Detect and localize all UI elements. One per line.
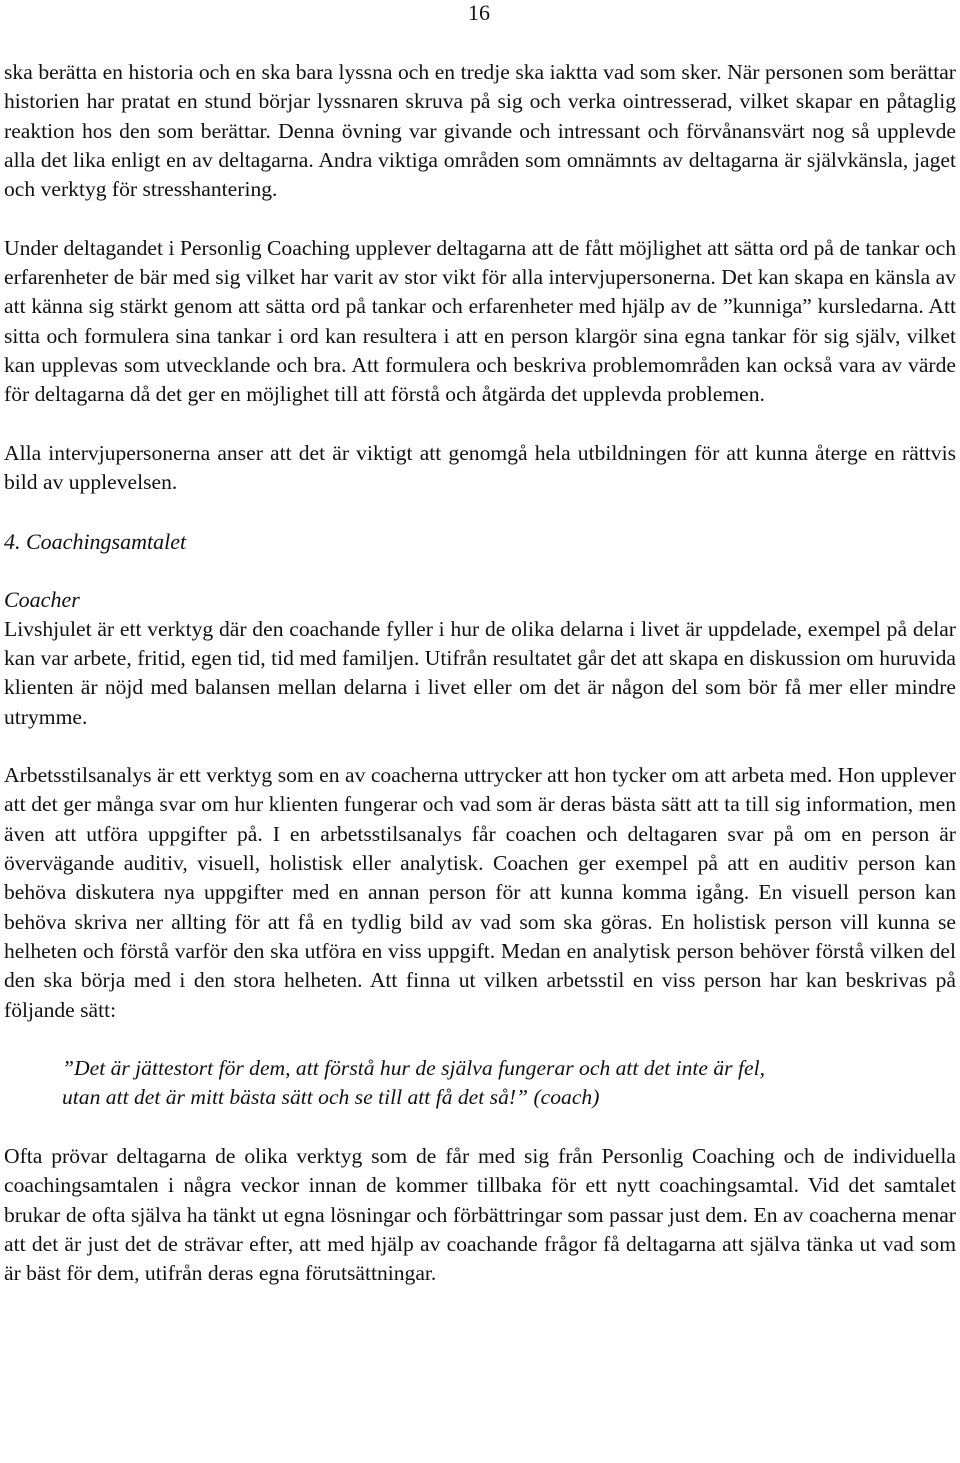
- paragraph: Alla intervjupersonerna anser att det är viktigt att genomgå hela utbildningen för att kunna återge en rättvis bild av upplevelsen.: [4, 440, 956, 495]
- paragraph: Arbetsstilsanalys är ett verktyg som en av coacherna uttrycker att hon tycker om att arbeta med. Hon upplever att det ger många svar om hur klienten fungerar och vad som är deras bästa sätt att ta till sig information, men även att utföra uppgifter på. I en arbetsstilsanalys får coachen och deltagaren svar på om en person är övervägande auditiv, visuell, holistisk eller analytisk. Coachen ger exempel på att en auditiv person kan behöva diskutera nya uppgifter med en annan person för att kunna komma igång. En visuell person kan behöva skriva ner allting för att få en tydlig bild av vad som ska göras. En holistisk person vill kunna se helheten och förstå varför den ska utföra en viss uppgift. Medan en analytisk person behöver förstå vilken del den ska börja med i den stora helheten. Att finna ut vilken arbetsstil en viss person har kan beskrivas på följande sätt:: [4, 763, 956, 1022]
- quote-line: ”Det är jättestort för dem, att förstå hur de själva fungerar och att det inte är fel,: [62, 1056, 765, 1081]
- paragraph: Ofta prövar deltagarna de olika verktyg som de får med sig från Personlig Coaching och de individuella coachingsamtalen i några veckor innan de kommer tillbaka för ett nytt coachingsamtal. Vid det samtalet brukar de ofta själva ha tänkt ut egna lösningar och förbättringar som passar just dem. En av coacherna menar att det är just det de strävar efter, att med hjälp av coachande frågor få deltagarna att själva tänka ut vad som är bäst för dem, utifrån deras egna förutsättningar.: [4, 1143, 956, 1286]
- paragraph: ska berätta en historia och en ska bara lyssna och en tredje ska iaktta vad som sker. När personen som berättar historien har pratat en stund börjar lyssnaren skruva på sig och verka ointresserad, vilket skapar en påtaglig reaktion hos den som berättar. Denna övning var givande och intressant och förvånansvärt nog så upplevde alla det lika enligt en av deltagarna. Andra viktiga områden som omnämnts av deltagarna är självkänsla, jaget och verktyg för stresshantering.: [4, 60, 956, 202]
- page-number: 16: [468, 0, 490, 25]
- block-quote: [4, 1054, 956, 1113]
- subheading: Coacher: [4, 587, 80, 613]
- section-heading: 4. Coachingsamtalet: [4, 528, 187, 554]
- paragraph: Livshjulet är ett verktyg där den coachande fyller i hur de olika delarna i livet är uppdelade, exempel på delar kan var arbete, fritid, egen tid, tid med familjen. Utifrån resultatet går det att skapa en diskussion om huruvida klienten är nöjd med balansen mellan delarna i livet eller om det är någon del som bör få mer eller mindre utrymme.: [4, 616, 956, 729]
- quote-line: utan att det är mitt bästa sätt och se till att få det så!” (coach): [62, 1085, 600, 1110]
- document-body: [4, 58, 956, 1288]
- paragraph: Under deltagandet i Personlig Coaching upplever deltagarna att de fått möjlighet att sätta ord på de tankar och erfarenheter de bär med sig vilket har varit av stor vikt för alla intervjupersonerna. Det kan skapa en känsla av att känna sig stärkt genom att sätta ord på tankar och erfarenheter med hjälp av de ”kunniga” kursledarna. Att sitta och formulera sina tankar i ord kan resultera i att en person klargör sina egna tankar för sig själv, vilket kan upplevas som utvecklande och bra. Att formulera och beskriva problemområden kan också vara av värde för deltagarna då det ger en möjlighet till att förstå och åtgärda det upplevda problemen.: [4, 235, 956, 407]
